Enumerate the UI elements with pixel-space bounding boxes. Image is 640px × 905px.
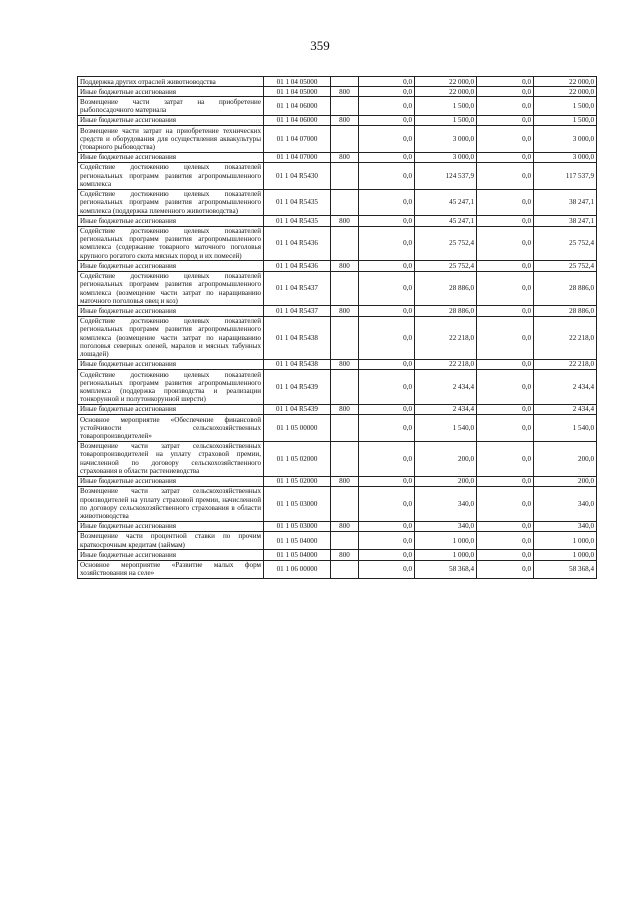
row-name: Содействие достижению целевых показателей региональных программ развития агропромышленного комплекса (содержание товарного маточного поголовья крупного рогатого скота мясных пород и их помесей) xyxy=(78,226,264,261)
row-value-1: 0,0 xyxy=(359,77,415,87)
row-value-1: 0,0 xyxy=(359,441,415,476)
row-value-3: 0,0 xyxy=(477,115,534,125)
table-row xyxy=(78,216,597,226)
row-code: 01 1 05 04000 xyxy=(264,550,331,560)
row-value-2: 1 500,0 xyxy=(415,115,477,125)
row-expense-type xyxy=(331,370,359,405)
row-value-3: 0,0 xyxy=(477,531,534,549)
row-expense-type: 800 xyxy=(331,152,359,162)
row-value-1: 0,0 xyxy=(359,550,415,560)
row-expense-type xyxy=(331,126,359,153)
row-code: 01 1 05 02000 xyxy=(264,441,331,476)
table-row xyxy=(78,87,597,97)
row-value-1: 0,0 xyxy=(359,316,415,359)
row-value-2: 22 218,0 xyxy=(415,359,477,369)
page-number: 359 xyxy=(310,38,330,53)
row-expense-type xyxy=(331,560,359,578)
row-value-2: 340,0 xyxy=(415,486,477,521)
row-value-1: 0,0 xyxy=(359,486,415,521)
row-value-4: 3 000,0 xyxy=(534,126,597,153)
row-value-2: 22 000,0 xyxy=(415,87,477,97)
row-name: Поддержка других отраслей животноводства xyxy=(78,77,264,87)
row-value-4: 38 247,1 xyxy=(534,216,597,226)
row-value-2: 1 540,0 xyxy=(415,415,477,442)
row-value-2: 45 247,1 xyxy=(415,189,477,216)
row-value-2: 58 368,4 xyxy=(415,560,477,578)
row-value-1: 0,0 xyxy=(359,97,415,115)
row-expense-type: 800 xyxy=(331,261,359,271)
row-value-3: 0,0 xyxy=(477,486,534,521)
table-row xyxy=(78,521,597,531)
row-value-3: 0,0 xyxy=(477,87,534,97)
row-expense-type xyxy=(331,531,359,549)
row-value-4: 58 368,4 xyxy=(534,560,597,578)
row-name: Иные бюджетные ассигнования xyxy=(78,87,264,97)
row-value-4: 2 434,4 xyxy=(534,404,597,414)
row-value-4: 38 247,1 xyxy=(534,189,597,216)
row-value-1: 0,0 xyxy=(359,306,415,316)
table-row xyxy=(78,415,597,442)
row-value-1: 0,0 xyxy=(359,216,415,226)
row-value-1: 0,0 xyxy=(359,370,415,405)
row-value-4: 3 000,0 xyxy=(534,152,597,162)
row-value-3: 0,0 xyxy=(477,271,534,306)
row-value-1: 0,0 xyxy=(359,126,415,153)
table-row xyxy=(78,77,597,87)
row-value-2: 2 434,4 xyxy=(415,370,477,405)
table-row xyxy=(78,115,597,125)
row-value-3: 0,0 xyxy=(477,306,534,316)
row-name: Возмещение части затрат сельскохозяйственных производителей на уплату страховой премии, начисленной по договору сельскохозяйственного страхования в области животноводства xyxy=(78,486,264,521)
row-value-4: 117 537,9 xyxy=(534,162,597,189)
row-value-3: 0,0 xyxy=(477,476,534,486)
row-code: 01 1 05 03000 xyxy=(264,521,331,531)
row-value-3: 0,0 xyxy=(477,77,534,87)
row-value-4: 340,0 xyxy=(534,486,597,521)
row-expense-type: 800 xyxy=(331,476,359,486)
row-value-2: 340,0 xyxy=(415,521,477,531)
table-row xyxy=(78,531,597,549)
row-name: Основное мероприятие «Развитие малых форм хозяйствования на селе» xyxy=(78,560,264,578)
row-value-3: 0,0 xyxy=(477,316,534,359)
budget-table xyxy=(77,76,597,579)
row-code: 01 1 04 R5430 xyxy=(264,162,331,189)
row-value-3: 0,0 xyxy=(477,162,534,189)
row-code: 01 1 04 R5436 xyxy=(264,226,331,261)
row-code: 01 1 06 00000 xyxy=(264,560,331,578)
row-value-3: 0,0 xyxy=(477,550,534,560)
row-value-2: 28 886,0 xyxy=(415,306,477,316)
row-value-4: 28 886,0 xyxy=(534,271,597,306)
row-value-2: 3 000,0 xyxy=(415,126,477,153)
table-row xyxy=(78,97,597,115)
row-value-2: 1 000,0 xyxy=(415,531,477,549)
row-code: 01 1 05 04000 xyxy=(264,531,331,549)
row-name: Иные бюджетные ассигнования xyxy=(78,152,264,162)
row-value-3: 0,0 xyxy=(477,521,534,531)
row-value-4: 200,0 xyxy=(534,476,597,486)
row-code: 01 1 04 07000 xyxy=(264,126,331,153)
row-expense-type: 800 xyxy=(331,404,359,414)
row-value-2: 200,0 xyxy=(415,441,477,476)
row-code: 01 1 04 R5439 xyxy=(264,370,331,405)
row-value-4: 22 218,0 xyxy=(534,359,597,369)
row-expense-type xyxy=(331,415,359,442)
row-name: Содействие достижению целевых показателей региональных программ развития агропромышленного комплекса (поддержка племенного животноводства) xyxy=(78,189,264,216)
table-row xyxy=(78,560,597,578)
row-value-1: 0,0 xyxy=(359,521,415,531)
row-value-2: 3 000,0 xyxy=(415,152,477,162)
table-row xyxy=(78,486,597,521)
row-value-4: 1 500,0 xyxy=(534,115,597,125)
row-code: 01 1 04 R5439 xyxy=(264,404,331,414)
row-value-4: 25 752,4 xyxy=(534,226,597,261)
table-row xyxy=(78,189,597,216)
table-row xyxy=(78,162,597,189)
row-name: Возмещение части затрат на приобретение технических средств и оборудования для осуществления аквакультуры (товарного рыбоводства) xyxy=(78,126,264,153)
row-expense-type xyxy=(331,441,359,476)
row-value-2: 28 886,0 xyxy=(415,271,477,306)
row-value-4: 1 540,0 xyxy=(534,415,597,442)
row-name: Основное мероприятие «Обеспечение финансовой устойчивости сельскохозяйственных товаропроизводителей» xyxy=(78,415,264,442)
row-code: 01 1 04 R5435 xyxy=(264,189,331,216)
row-value-2: 2 434,4 xyxy=(415,404,477,414)
row-value-2: 25 752,4 xyxy=(415,261,477,271)
row-name: Содействие достижению целевых показателей региональных программ развития агропромышленного комплекса (поддержка производства и реализации тонкорунной и полутонкорунной шерсти) xyxy=(78,370,264,405)
row-value-1: 0,0 xyxy=(359,476,415,486)
table-row xyxy=(78,261,597,271)
row-name: Иные бюджетные ассигнования xyxy=(78,476,264,486)
row-value-2: 1 000,0 xyxy=(415,550,477,560)
table-row xyxy=(78,550,597,560)
row-value-3: 0,0 xyxy=(477,216,534,226)
row-name: Иные бюджетные ассигнования xyxy=(78,306,264,316)
row-code: 01 1 04 06000 xyxy=(264,97,331,115)
row-expense-type xyxy=(331,226,359,261)
row-value-3: 0,0 xyxy=(477,441,534,476)
row-value-1: 0,0 xyxy=(359,415,415,442)
row-name: Иные бюджетные ассигнования xyxy=(78,115,264,125)
table-row xyxy=(78,152,597,162)
row-name: Возмещение части затрат на приобретение рыбопосадочного материала xyxy=(78,97,264,115)
table-row xyxy=(78,126,597,153)
row-value-4: 28 886,0 xyxy=(534,306,597,316)
row-value-2: 200,0 xyxy=(415,476,477,486)
row-value-3: 0,0 xyxy=(477,97,534,115)
row-value-1: 0,0 xyxy=(359,87,415,97)
table-row xyxy=(78,441,597,476)
row-expense-type: 800 xyxy=(331,115,359,125)
row-value-4: 340,0 xyxy=(534,521,597,531)
table-row xyxy=(78,226,597,261)
row-expense-type xyxy=(331,189,359,216)
row-value-1: 0,0 xyxy=(359,162,415,189)
row-value-3: 0,0 xyxy=(477,152,534,162)
row-name: Иные бюджетные ассигнования xyxy=(78,359,264,369)
row-value-2: 45 247,1 xyxy=(415,216,477,226)
row-name: Содействие достижению целевых показателей региональных программ развития агропромышленного комплекса (возмещение части затрат по наращиванию поголовья северных оленей, маралов и мясных табунных лошадей) xyxy=(78,316,264,359)
row-value-3: 0,0 xyxy=(477,126,534,153)
row-value-4: 22 000,0 xyxy=(534,77,597,87)
table-row xyxy=(78,404,597,414)
row-value-4: 25 752,4 xyxy=(534,261,597,271)
row-name: Содействие достижению целевых показателей региональных программ развития агропромышленного комплекса (возмещение части затрат по наращиванию маточного поголовья овец и коз) xyxy=(78,271,264,306)
row-value-1: 0,0 xyxy=(359,189,415,216)
row-expense-type: 800 xyxy=(331,359,359,369)
row-name: Иные бюджетные ассигнования xyxy=(78,521,264,531)
row-code: 01 1 05 02000 xyxy=(264,476,331,486)
row-value-1: 0,0 xyxy=(359,560,415,578)
row-expense-type xyxy=(331,271,359,306)
row-expense-type xyxy=(331,486,359,521)
row-value-2: 124 537,9 xyxy=(415,162,477,189)
row-name: Иные бюджетные ассигнования xyxy=(78,216,264,226)
row-value-3: 0,0 xyxy=(477,261,534,271)
row-value-2: 22 218,0 xyxy=(415,316,477,359)
row-value-2: 1 500,0 xyxy=(415,97,477,115)
row-code: 01 1 04 R5437 xyxy=(264,271,331,306)
row-value-4: 22 218,0 xyxy=(534,316,597,359)
row-value-4: 200,0 xyxy=(534,441,597,476)
row-value-2: 25 752,4 xyxy=(415,226,477,261)
row-value-1: 0,0 xyxy=(359,404,415,414)
row-code: 01 1 05 03000 xyxy=(264,486,331,521)
row-expense-type xyxy=(331,77,359,87)
row-code: 01 1 05 00000 xyxy=(264,415,331,442)
table-row xyxy=(78,306,597,316)
row-expense-type xyxy=(331,97,359,115)
row-value-4: 1 000,0 xyxy=(534,550,597,560)
row-code: 01 1 04 R5438 xyxy=(264,359,331,369)
table-row xyxy=(78,476,597,486)
row-expense-type xyxy=(331,162,359,189)
row-name: Возмещение части процентной ставки по прочим краткосрочным кредитам (займам) xyxy=(78,531,264,549)
row-value-3: 0,0 xyxy=(477,370,534,405)
row-expense-type: 800 xyxy=(331,306,359,316)
row-value-1: 0,0 xyxy=(359,152,415,162)
row-value-4: 1 500,0 xyxy=(534,97,597,115)
row-code: 01 1 04 R5437 xyxy=(264,306,331,316)
row-expense-type: 800 xyxy=(331,550,359,560)
row-value-1: 0,0 xyxy=(359,226,415,261)
row-value-3: 0,0 xyxy=(477,560,534,578)
budget-table-body xyxy=(78,77,597,579)
row-value-1: 0,0 xyxy=(359,271,415,306)
row-name: Иные бюджетные ассигнования xyxy=(78,261,264,271)
row-code: 01 1 04 R5438 xyxy=(264,316,331,359)
row-name: Иные бюджетные ассигнования xyxy=(78,550,264,560)
row-value-1: 0,0 xyxy=(359,261,415,271)
row-value-3: 0,0 xyxy=(477,189,534,216)
row-expense-type: 800 xyxy=(331,87,359,97)
row-value-1: 0,0 xyxy=(359,531,415,549)
row-expense-type xyxy=(331,316,359,359)
row-code: 01 1 04 R5435 xyxy=(264,216,331,226)
row-value-2: 22 000,0 xyxy=(415,77,477,87)
row-expense-type: 800 xyxy=(331,521,359,531)
table-row xyxy=(78,359,597,369)
row-code: 01 1 04 05000 xyxy=(264,77,331,87)
row-value-3: 0,0 xyxy=(477,415,534,442)
row-value-4: 2 434,4 xyxy=(534,370,597,405)
row-value-3: 0,0 xyxy=(477,359,534,369)
row-name: Иные бюджетные ассигнования xyxy=(78,404,264,414)
table-row xyxy=(78,316,597,359)
row-value-1: 0,0 xyxy=(359,115,415,125)
row-value-4: 22 000,0 xyxy=(534,87,597,97)
row-value-4: 1 000,0 xyxy=(534,531,597,549)
row-code: 01 1 04 05000 xyxy=(264,87,331,97)
row-code: 01 1 04 07000 xyxy=(264,152,331,162)
row-code: 01 1 04 06000 xyxy=(264,115,331,125)
table-row xyxy=(78,370,597,405)
row-value-1: 0,0 xyxy=(359,359,415,369)
row-value-3: 0,0 xyxy=(477,404,534,414)
table-row xyxy=(78,271,597,306)
row-value-3: 0,0 xyxy=(477,226,534,261)
row-name: Содействие достижению целевых показателей региональных программ развития агропромышленного комплекса xyxy=(78,162,264,189)
row-name: Возмещение части затрат сельскохозяйственных товаропроизводителей на уплату страховой премии, начисленной по договору сельскохозяйственного страхования в области растениеводства xyxy=(78,441,264,476)
row-code: 01 1 04 R5436 xyxy=(264,261,331,271)
row-expense-type: 800 xyxy=(331,216,359,226)
